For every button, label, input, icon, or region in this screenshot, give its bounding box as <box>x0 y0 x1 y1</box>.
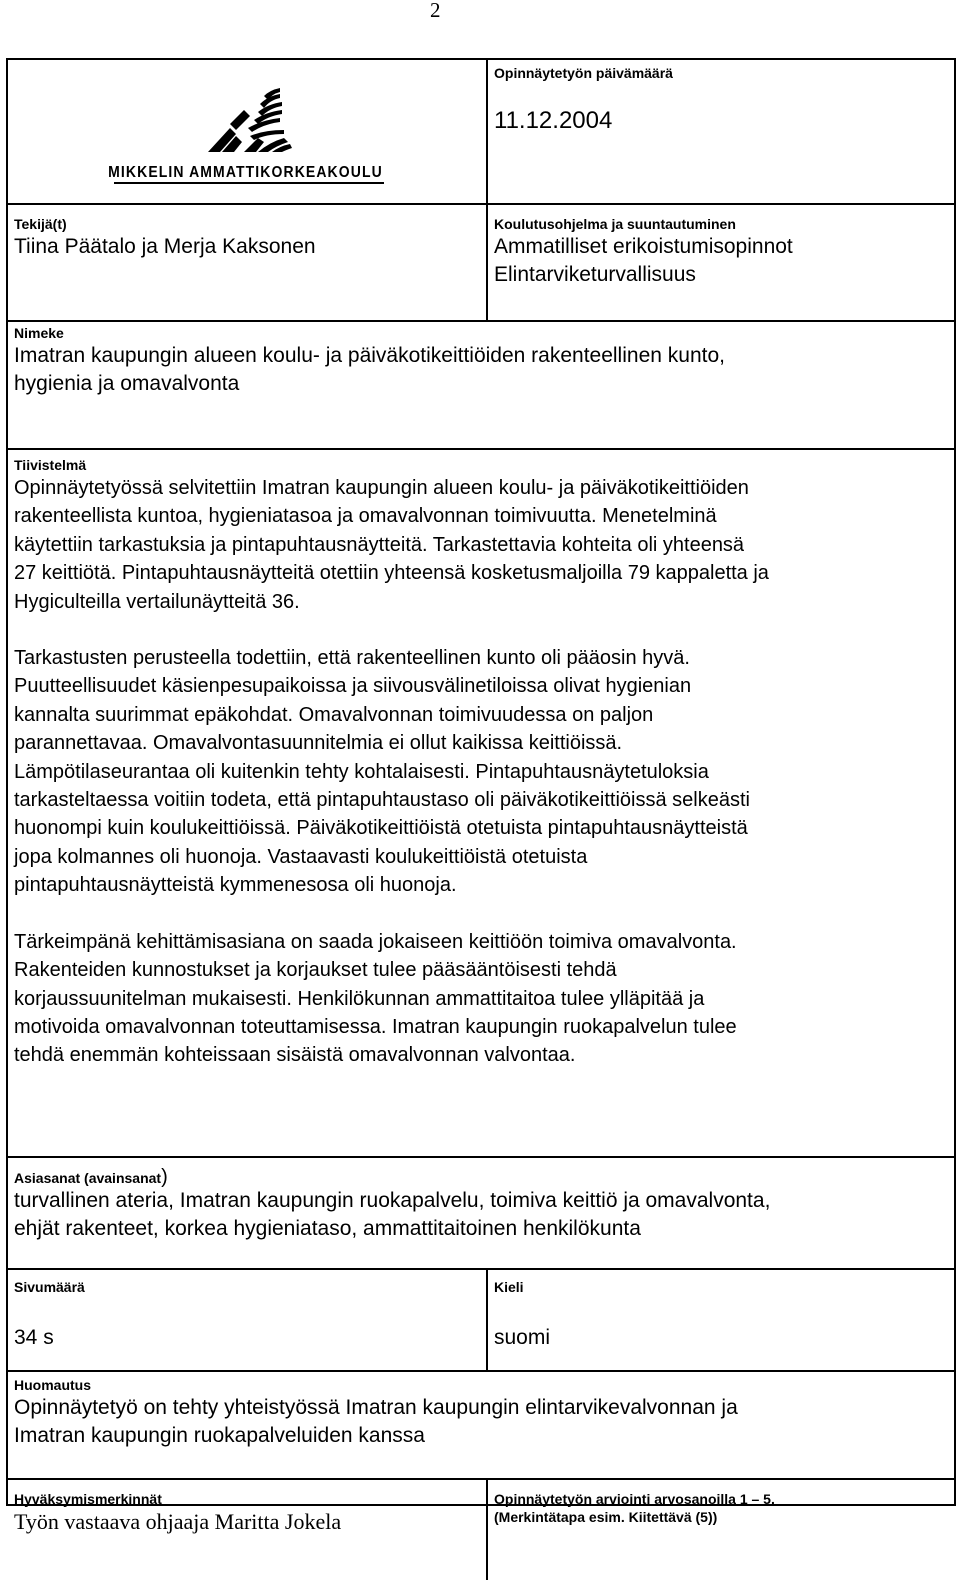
keywords-row <box>8 1158 954 1270</box>
language-label: Kieli <box>494 1279 524 1295</box>
abstract-line: Lämpötilaseurantaa oli kuitenkin tehty kohtalaisesti. Pintapuhtausnäytetuloksia <box>14 760 709 783</box>
abstract-line: Hygiculteilla vertailunäytteitä 36. <box>14 590 300 613</box>
grade-line: Opinnäytetyön arviointi arvosanoilla 1 – 5. <box>494 1491 775 1507</box>
grade-cell <box>488 1480 954 1525</box>
notes-row <box>8 1372 954 1480</box>
language-cell <box>488 1270 954 1370</box>
approval-row <box>8 1480 954 1534</box>
keywords-line: turvallinen ateria, Imatran kaupungin ruokapalvelu, toimiva keittiö ja omavalvonta, <box>14 1189 771 1212</box>
authors-value: Tiina Päätalo ja Merja Kaksonen <box>14 235 316 258</box>
abstract-line: tarkasteltaessa voitiin todeta, että pintapuhtaustaso oli päiväkotikeittiöissä selkeästi <box>14 789 750 812</box>
abstract-line: huonompi kuin koulukeittiöissä. Päiväkotikeittiöistä otetuista pintapuhtausnäytteistä <box>14 817 748 840</box>
abstract-line: Tärkeimpänä kehittämisasiana on saada jokaiseen keittiöön toimiva omavalvonta. <box>14 930 737 953</box>
abstract-line: Rakenteiden kunnostukset ja korjaukset tulee pääsääntöisesti tehdä <box>14 959 617 982</box>
thesis-abstract-form <box>6 58 956 1534</box>
programme-label: Koulutusohjelma ja suuntautuminen <box>494 216 736 232</box>
keywords-line: ehjät rakenteet, korkea hygieniataso, ammattitaitoinen henkilökunta <box>14 1217 641 1240</box>
title-row <box>8 322 954 450</box>
abstract-paragraph <box>14 928 948 1070</box>
title-line: Imatran kaupungin alueen koulu- ja päiväkotikeittiöiden rakenteellinen kunto, <box>14 344 725 367</box>
page-number: 2 <box>430 0 441 22</box>
date-cell <box>488 60 954 203</box>
approval-value: Työn vastaava ohjaaja Maritta Jokela <box>14 1509 342 1534</box>
pages-cell <box>8 1270 488 1370</box>
abstract-line: rakenteellista kuntoa, hygieniatasoa ja omavalvonnan toimivuutta. Menetelminä <box>14 505 717 528</box>
abstract-line: Opinnäytetyössä selvitettiin Imatran kaupungin alueen koulu- ja päiväkotikeittiöiden <box>14 477 749 499</box>
abstract-line: kannalta suurimmat epäkohdat. Omavalvonnan toimivuudessa on paljon <box>14 703 654 726</box>
programme-line: Ammatilliset erikoistumisopinnot <box>494 235 793 258</box>
pages-value: 34 s <box>14 1326 54 1349</box>
pages-label: Sivumäärä <box>14 1279 85 1295</box>
mamk-logo <box>108 84 388 184</box>
authors-cell <box>8 205 488 320</box>
notes-label: Huomautus <box>14 1377 91 1393</box>
abstract-paragraph <box>14 474 948 616</box>
keywords-label <box>14 1168 948 1187</box>
approval-label: Hyväksymismerkinnät <box>14 1491 162 1507</box>
abstract-line: jopa kolmannes oli huonoja. Vastaavasti koulukeittiöistä otetuista <box>14 845 588 868</box>
abstract-row <box>8 450 954 1158</box>
logo-wordmark: MIKKELIN AMMATTIKORKEAKOULU <box>108 162 383 181</box>
notes-line: Imatran kaupungin ruokapalveluiden kanssa <box>14 1424 425 1447</box>
approval-cell <box>8 1480 488 1580</box>
abstract-line: käytettiin tarkastuksia ja pintapuhtausnäytteitä. Tarkastettavia kohteita oli yhteensä <box>14 533 745 556</box>
abstract-line: 27 keittiötä. Pintapuhtausnäytteitä otettiin yhteensä kosketusmaljoilla 79 kappaletta ja <box>14 562 769 585</box>
abstract-line: motivoida omavalvonnan toteuttamisessa. Imatran kaupungin ruokapalvelun tulee <box>14 1015 737 1038</box>
abstract-label: Tiivistelmä <box>14 457 87 473</box>
abstract-line: tehdä enemmän kohteissaan sisäistä omavalvonnan valvontaa. <box>14 1044 576 1067</box>
abstract-line: pintapuhtausnäytteistä kymmenesosa oli huonoja. <box>14 874 457 897</box>
keywords-cell <box>8 1158 954 1268</box>
notes-cell <box>8 1372 954 1478</box>
title-label: Nimeke <box>14 325 64 341</box>
title-line: hygienia ja omavalvonta <box>14 372 240 395</box>
date-label: Opinnäytetyön päivämäärä <box>494 65 673 81</box>
logo-cell <box>8 60 488 203</box>
keywords-label-paren: ) <box>161 1166 168 1188</box>
abstract-line: Puutteellisuudet käsienpesupaikoissa ja siivousvälinetiloissa olivat hygienian <box>14 675 692 698</box>
abstract-line: Tarkastusten perusteella todettiin, että rakenteellinen kunto oli pääosin hyvä. <box>14 647 690 670</box>
keywords-label-text: Asiasanat (avainsanat <box>14 1170 162 1186</box>
authors-label: Tekijä(t) <box>14 216 67 232</box>
abstract-line: korjaussuunitelman mukaisesti. Henkilökunnan ammattitaitoa tulee ylläpitää ja <box>14 987 705 1010</box>
title-cell <box>8 322 954 448</box>
grade-line: (Merkintätapa esim. Kiitettävä (5)) <box>494 1509 718 1525</box>
abstract-line: parannettavaa. Omavalvontasuunnitelmia ei ollut kaikissa keittiöissä. <box>14 732 623 755</box>
programme-cell <box>488 205 954 320</box>
authors-row <box>8 205 954 322</box>
date-value: 11.12.2004 <box>494 107 613 134</box>
abstract-cell <box>8 450 954 1156</box>
header-row <box>8 60 954 205</box>
abstract-paragraph <box>14 644 948 900</box>
programme-line: Elintarviketurvallisuus <box>494 263 696 286</box>
mamk-logo-icon <box>108 84 388 162</box>
language-value: suomi <box>494 1326 551 1349</box>
logo-underline <box>114 182 384 184</box>
notes-line: Opinnäytetyö on tehty yhteistyössä Imatran kaupungin elintarvikevalvonnan ja <box>14 1396 738 1419</box>
pages-row <box>8 1270 954 1372</box>
